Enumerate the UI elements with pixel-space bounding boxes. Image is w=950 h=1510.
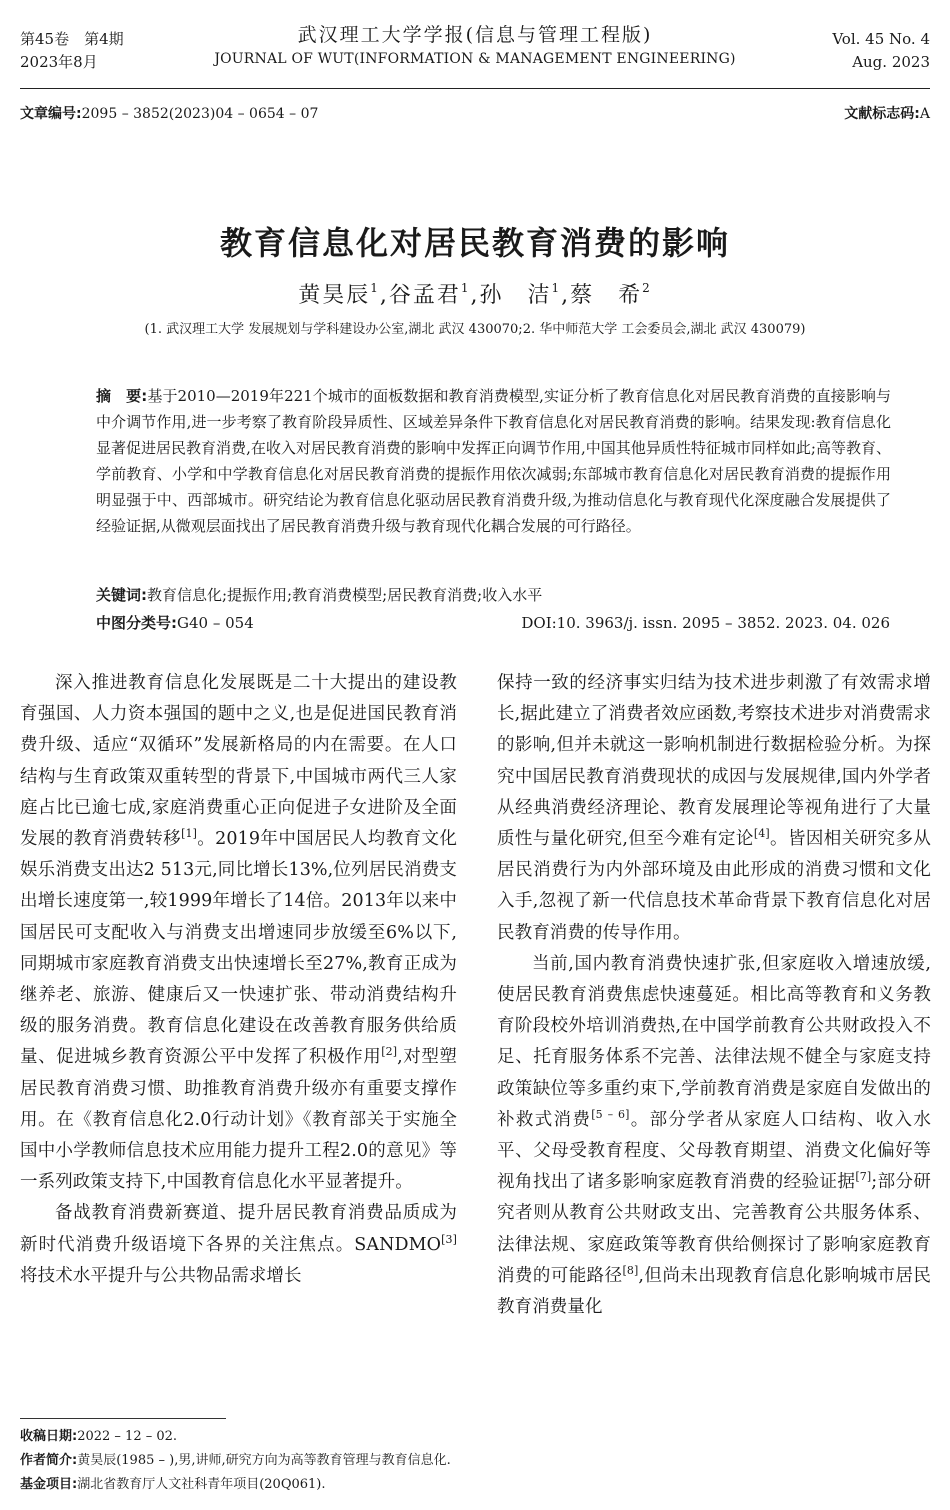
- author-affiliation-mark: 1: [460, 281, 471, 295]
- footnote-received: [20, 1426, 177, 1447]
- body-text: 深入推进教育信息化发展既是二十大提出的建设教育强国、人力资本强国的题中之义,也是促进国民教育消费升级、适应“双循环”发展新格局的内在需要。在人口结构与生育政策双重转型的背景下,中国城市两代三人家庭占比已逾七成,家庭消费重心正向促进子女进阶及全面发展的教育消费转移: [20, 673, 457, 850]
- author-name: 孙 洁: [479, 283, 552, 308]
- author-name: 谷孟君: [388, 283, 461, 308]
- author-name: 蔡 希: [570, 283, 643, 308]
- document-code: [844, 103, 930, 123]
- keywords-label: 关键词:: [96, 586, 147, 604]
- date-en: Aug. 2023: [852, 53, 930, 71]
- keywords: [96, 582, 891, 608]
- body-text: 当前,国内教育消费快速扩张,但家庭收入增速放缓,使居民教育消费焦虑快速蔓延。相比高等教育和义务教育阶段校外培训消费热,在中国学前教育公共财政投入不足、托育服务体系不完善、法律法规不健全与家庭支持政策缺位等多重约束下,学前教育消费是家庭自发做出的补救式消费: [497, 953, 931, 1130]
- header-rule: [20, 88, 930, 89]
- header-right: [832, 28, 930, 74]
- article-number-label: 文章编号:: [20, 106, 82, 122]
- journal-title-cn: 武汉理工大学学报(信息与管理工程版): [297, 24, 653, 46]
- author-affiliation-mark: 1: [370, 281, 380, 295]
- fund-label: 基金项目:: [20, 1477, 78, 1492]
- keywords-text: 教育信息化;提振作用;教育消费模型;居民教育消费;收入水平: [147, 586, 543, 604]
- article-number-value: 2095 – 3852(2023)04 – 0654 – 07: [81, 106, 319, 122]
- body-text: 保持一致的经济事实归结为技术进步刺激了有效需求增长,据此建立了消费者效应函数,考察技术进步对消费需求的影响,但并未就这一影响机制进行数据检验分析。为探究中国居民教育消费现状的成因与发展规律,国内外学者从经典消费经济理论、教育发展理论等视角进行了大量质性与量化研究,但至今难有定论: [497, 673, 931, 850]
- classification-label: 中图分类号:: [96, 614, 177, 632]
- body-paragraph: [20, 1198, 457, 1292]
- citation: [2]: [381, 1045, 398, 1059]
- document-code-label: 文献标志码:: [844, 106, 920, 122]
- document-code-value: A: [919, 106, 930, 122]
- author-bio: 黄昊辰(1985 – ),男,讲师,研究方向为高等教育管理与教育信息化.: [77, 1453, 451, 1468]
- author-affiliation-mark: 2: [642, 281, 652, 295]
- received-date: 2022 – 12 – 02.: [77, 1429, 178, 1444]
- body-text: 。皆因相关研究多从居民消费行为内外部环境及由此形成的消费习惯和文化入手,忽视了新一代信息技术革命背景下教育信息化对居民教育消费的传导作用。: [497, 829, 931, 943]
- author-name: 黄昊辰: [298, 283, 371, 308]
- body-paragraph: [497, 949, 931, 1323]
- citation: [5 – 6]: [591, 1107, 630, 1121]
- volume-en: Vol. 45 No. 4: [832, 30, 930, 48]
- body-paragraph: [497, 668, 931, 949]
- paper-title: 教育信息化对居民教育消费的影响: [219, 224, 730, 262]
- body-text: ;部分研究者则从教育公共财政支出、完善教育公共服务体系、法律法规、家庭政策等教育供给侧探讨了影响家庭教育消费的可能路径: [497, 1172, 931, 1286]
- body-text: ,但尚未出现教育信息化影响城市居民教育消费量化: [497, 1265, 931, 1318]
- body-text: 。2019年中国居民人均教育文化娱乐消费支出达2 513元,同比增长13%,位列居民消费支出增长速度第一,较1999年增长了14倍。2013年以来中国居民可支配收入与消费支出增速同步放缓至6%以下,同期城市家庭教育消费支出快速增长至27%,教育正成为继养老、旅游、健康后又一快速扩张、带动消费结构升级的服务消费。教育信息化建设在改善教育服务供给质量、促进城乡教育资源公平中发挥了积极作用: [20, 829, 457, 1068]
- doi: DOI:10. 3963/j. issn. 2095 – 3852. 2023. 04. 026: [521, 614, 890, 632]
- volume-issue: 第45卷 第4期: [20, 30, 124, 48]
- citation: [8]: [622, 1263, 639, 1277]
- footnote-rule: [20, 1418, 226, 1419]
- fund-text: 湖北省教育厅人文社科青年项目(20Q061).: [77, 1477, 326, 1492]
- citation: [3]: [441, 1232, 457, 1246]
- author-list: 黄昊辰$^1$,谷孟君$^1$,孙 洁$^1$,蔡 希$^2$: [298, 281, 652, 308]
- classification-text: G40 – 054: [177, 614, 254, 632]
- journal-title: [0, 22, 950, 70]
- citation: [1]: [181, 827, 197, 841]
- citation: [7]: [855, 1170, 872, 1184]
- body-paragraph: [20, 668, 457, 1198]
- abstract-text: 基于2010—2019年221个城市的面板数据和教育消费模型,实证分析了教育信息化对居民教育消费的直接影响与中介调节作用,进一步考察了教育阶段异质性、区域差异条件下教育信息化对居民教育消费的影响。结果发现:教育信息化显著促进居民教育消费,在收入对居民教育消费的影响中发挥正向调节作用,中国其他异质性特征城市同样如此;高等教育、学前教育、小学和中学教育信息化对居民教育消费的提振作用依次减弱;东部城市教育信息化对居民教育消费的提振作用明显强于中、西部城市。研究结论为教育信息化驱动居民教育消费升级,为推动信息化与教育现代化深度融合发展提供了经验证据,从微观层面找出了居民教育消费升级与教育现代化耦合发展的可行路径。: [96, 387, 891, 535]
- body-column-left: [20, 668, 457, 1292]
- body-column-right: [497, 668, 931, 1323]
- classification: [96, 610, 254, 636]
- issue-date: 2023年8月: [20, 53, 98, 71]
- citation: [4]: [753, 827, 770, 841]
- article-number: [20, 103, 318, 123]
- affiliations: (1. 武汉理工大学 发展规划与学科建设办公室,湖北 武汉 430070;2. 华中师范大学 工会委员会,湖北 武汉 430079): [144, 322, 806, 337]
- author-affiliation-mark: 1: [551, 281, 562, 295]
- journal-title-en: JOURNAL OF WUT(INFORMATION & MANAGEMENT ENGINEERING): [214, 51, 736, 67]
- author-bio-label: 作者简介:: [20, 1453, 78, 1468]
- body-text: 将技术水平提升与公共物品需求增长: [20, 1265, 302, 1286]
- body-text: 备战教育消费新赛道、提升居民教育消费品质成为新时代消费升级语境下各界的关注焦点。SANDMO: [20, 1203, 457, 1255]
- body-text: ,对型塑居民教育消费习惯、助推教育消费升级亦有重要支撑作用。在《教育信息化2.0行动计划》《教育部关于实施全国中小学教师信息技术应用能力提升工程2.0的意见》等一系列政策支持下,中国教育信息化水平显著提升。: [20, 1047, 458, 1193]
- footnote-author: [20, 1450, 451, 1471]
- abstract: [96, 383, 891, 539]
- footnote-fund: [20, 1474, 326, 1495]
- abstract-label: 摘 要:: [96, 387, 148, 405]
- received-label: 收稿日期:: [20, 1429, 78, 1444]
- body-text: 。部分学者从家庭人口结构、收入水平、父母受教育程度、父母教育期望、消费文化偏好等视角找出了诸多影响家庭教育消费的经验证据: [497, 1109, 932, 1193]
